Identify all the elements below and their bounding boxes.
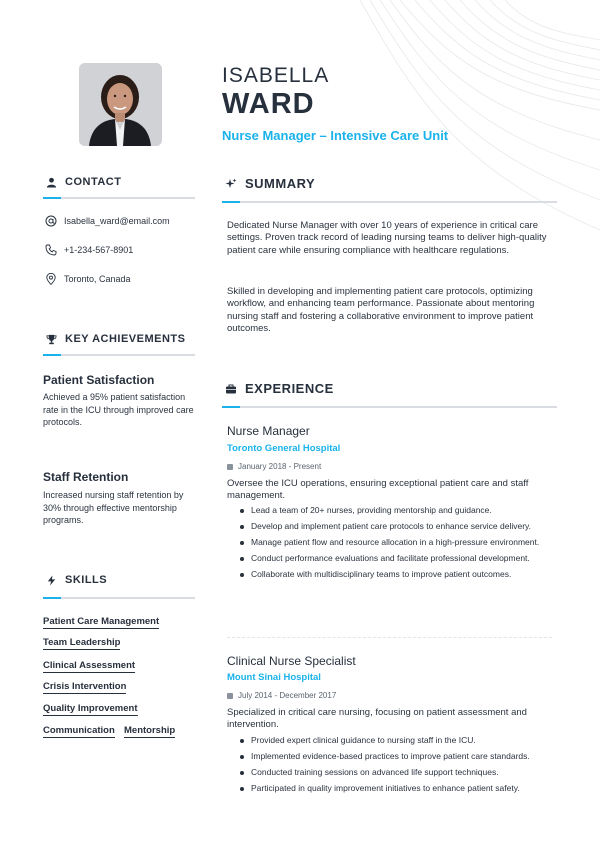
skills-heading-label: SKILLS: [65, 574, 108, 586]
contact-location: [45, 273, 131, 285]
phone-icon: [45, 244, 57, 256]
skills-divider: [43, 597, 195, 599]
skill-tag: Quality Improvement: [43, 703, 138, 714]
job-dates: [227, 462, 321, 471]
experience-heading-label: EXPERIENCE: [245, 381, 334, 396]
at-sign-icon: [45, 215, 57, 227]
sparkle-icon: [225, 178, 237, 190]
job-title: Nurse Manager – Intensive Care Unit: [222, 128, 449, 143]
job-company: Toronto General Hospital: [227, 443, 341, 454]
trophy-icon: [45, 333, 57, 345]
calendar-icon: [227, 464, 233, 470]
job-bullet: Conduct performance evaluations and facilitate professional development.: [238, 553, 548, 564]
job-bullet: Conducted training sessions on advanced life support techniques.: [238, 767, 548, 778]
experience-heading: [225, 381, 334, 396]
profile-photo: [79, 63, 162, 146]
briefcase-icon: [225, 383, 237, 395]
job-role: Clinical Nurse Specialist: [227, 654, 356, 668]
skills-heading: [45, 574, 107, 586]
location-pin-icon: [45, 273, 57, 285]
skill-tag: Patient Care Management: [43, 616, 160, 627]
job-separator: [227, 637, 552, 638]
first-name: ISABELLA: [222, 64, 330, 87]
skill-tag: Mentorship: [124, 725, 176, 736]
job-role: Nurse Manager: [227, 424, 310, 438]
location-text: Toronto, Canada: [64, 274, 131, 284]
achievements-divider: [43, 354, 195, 356]
job-bullet: Lead a team of 20+ nurses, providing mentorship and guidance.: [238, 505, 548, 516]
job-bullet-list: [238, 735, 548, 799]
job-bullet-list: [238, 505, 548, 585]
job-bullet: Participated in quality improvement initiatives to enhance patient safety.: [238, 783, 548, 794]
summary-heading: [225, 176, 315, 191]
achievement-title: Staff Retention: [43, 470, 129, 484]
job-dates-text: January 2018 - Present: [238, 462, 322, 471]
contact-heading-label: CONTACT: [65, 176, 122, 188]
email-text: Isabella_ward@email.com: [64, 216, 170, 226]
skill-tag: Communication: [43, 725, 115, 736]
contact-heading: [45, 176, 121, 188]
job-description: Oversee the ICU operations, ensuring exceptional patient care and staff management.: [227, 478, 529, 502]
experience-divider: [222, 406, 557, 408]
lightning-icon: [45, 574, 57, 586]
skill-tag: Crisis Intervention: [43, 681, 127, 692]
achievements-heading: [45, 333, 185, 345]
job-dates-text: July 2014 - December 2017: [238, 691, 337, 700]
calendar-icon: [227, 693, 233, 699]
summary-paragraph: Skilled in developing and implementing patient care protocols, optimizing workflow, and enhancing team performance. Passionate about mentoring nursing staff and fostering a collaborative environment to improve patient outcomes.: [227, 286, 535, 335]
job-bullet: Provided expert clinical guidance to nursing staff in the ICU.: [238, 735, 548, 746]
phone-text: +1-234-567-8901: [64, 245, 134, 255]
achievement-text: Achieved a 95% patient satisfaction rate in the ICU through improved care protocols.: [43, 392, 194, 427]
summary-divider: [222, 201, 557, 203]
achievements-heading-label: KEY ACHIEVEMENTS: [65, 333, 186, 345]
contact-email[interactable]: [45, 215, 170, 227]
person-icon: [45, 176, 57, 188]
achievement-title: Patient Satisfaction: [43, 373, 155, 387]
job-bullet: Manage patient flow and resource allocation in a high-pressure environment.: [238, 537, 548, 548]
job-bullet: Collaborate with multidisciplinary teams to improve patient outcomes.: [238, 569, 548, 580]
skill-tag: Team Leadership: [43, 637, 121, 648]
summary-heading-label: SUMMARY: [245, 176, 316, 191]
job-bullet: Implemented evidence-based practices to improve patient care standards.: [238, 751, 548, 762]
job-dates: [227, 691, 336, 700]
achievement-text: Increased nursing staff retention by 30% through effective mentorship programs.: [43, 490, 184, 525]
skill-tag: Clinical Assessment: [43, 660, 136, 671]
contact-divider: [43, 197, 195, 199]
contact-phone[interactable]: [45, 244, 133, 256]
job-bullet: Develop and implement patient care protocols to enhance service delivery.: [238, 521, 548, 532]
job-company: Mount Sinai Hospital: [227, 672, 321, 683]
job-description: Specialized in critical care nursing, focusing on patient assessment and intervention.: [227, 707, 527, 731]
last-name: WARD: [222, 88, 315, 120]
summary-paragraph: Dedicated Nurse Manager with over 10 years of experience in critical care settings. Proven track record of leading nursing teams to deliver high-quality patient care while ensuring compliance with healthcare regulations.: [227, 220, 547, 256]
